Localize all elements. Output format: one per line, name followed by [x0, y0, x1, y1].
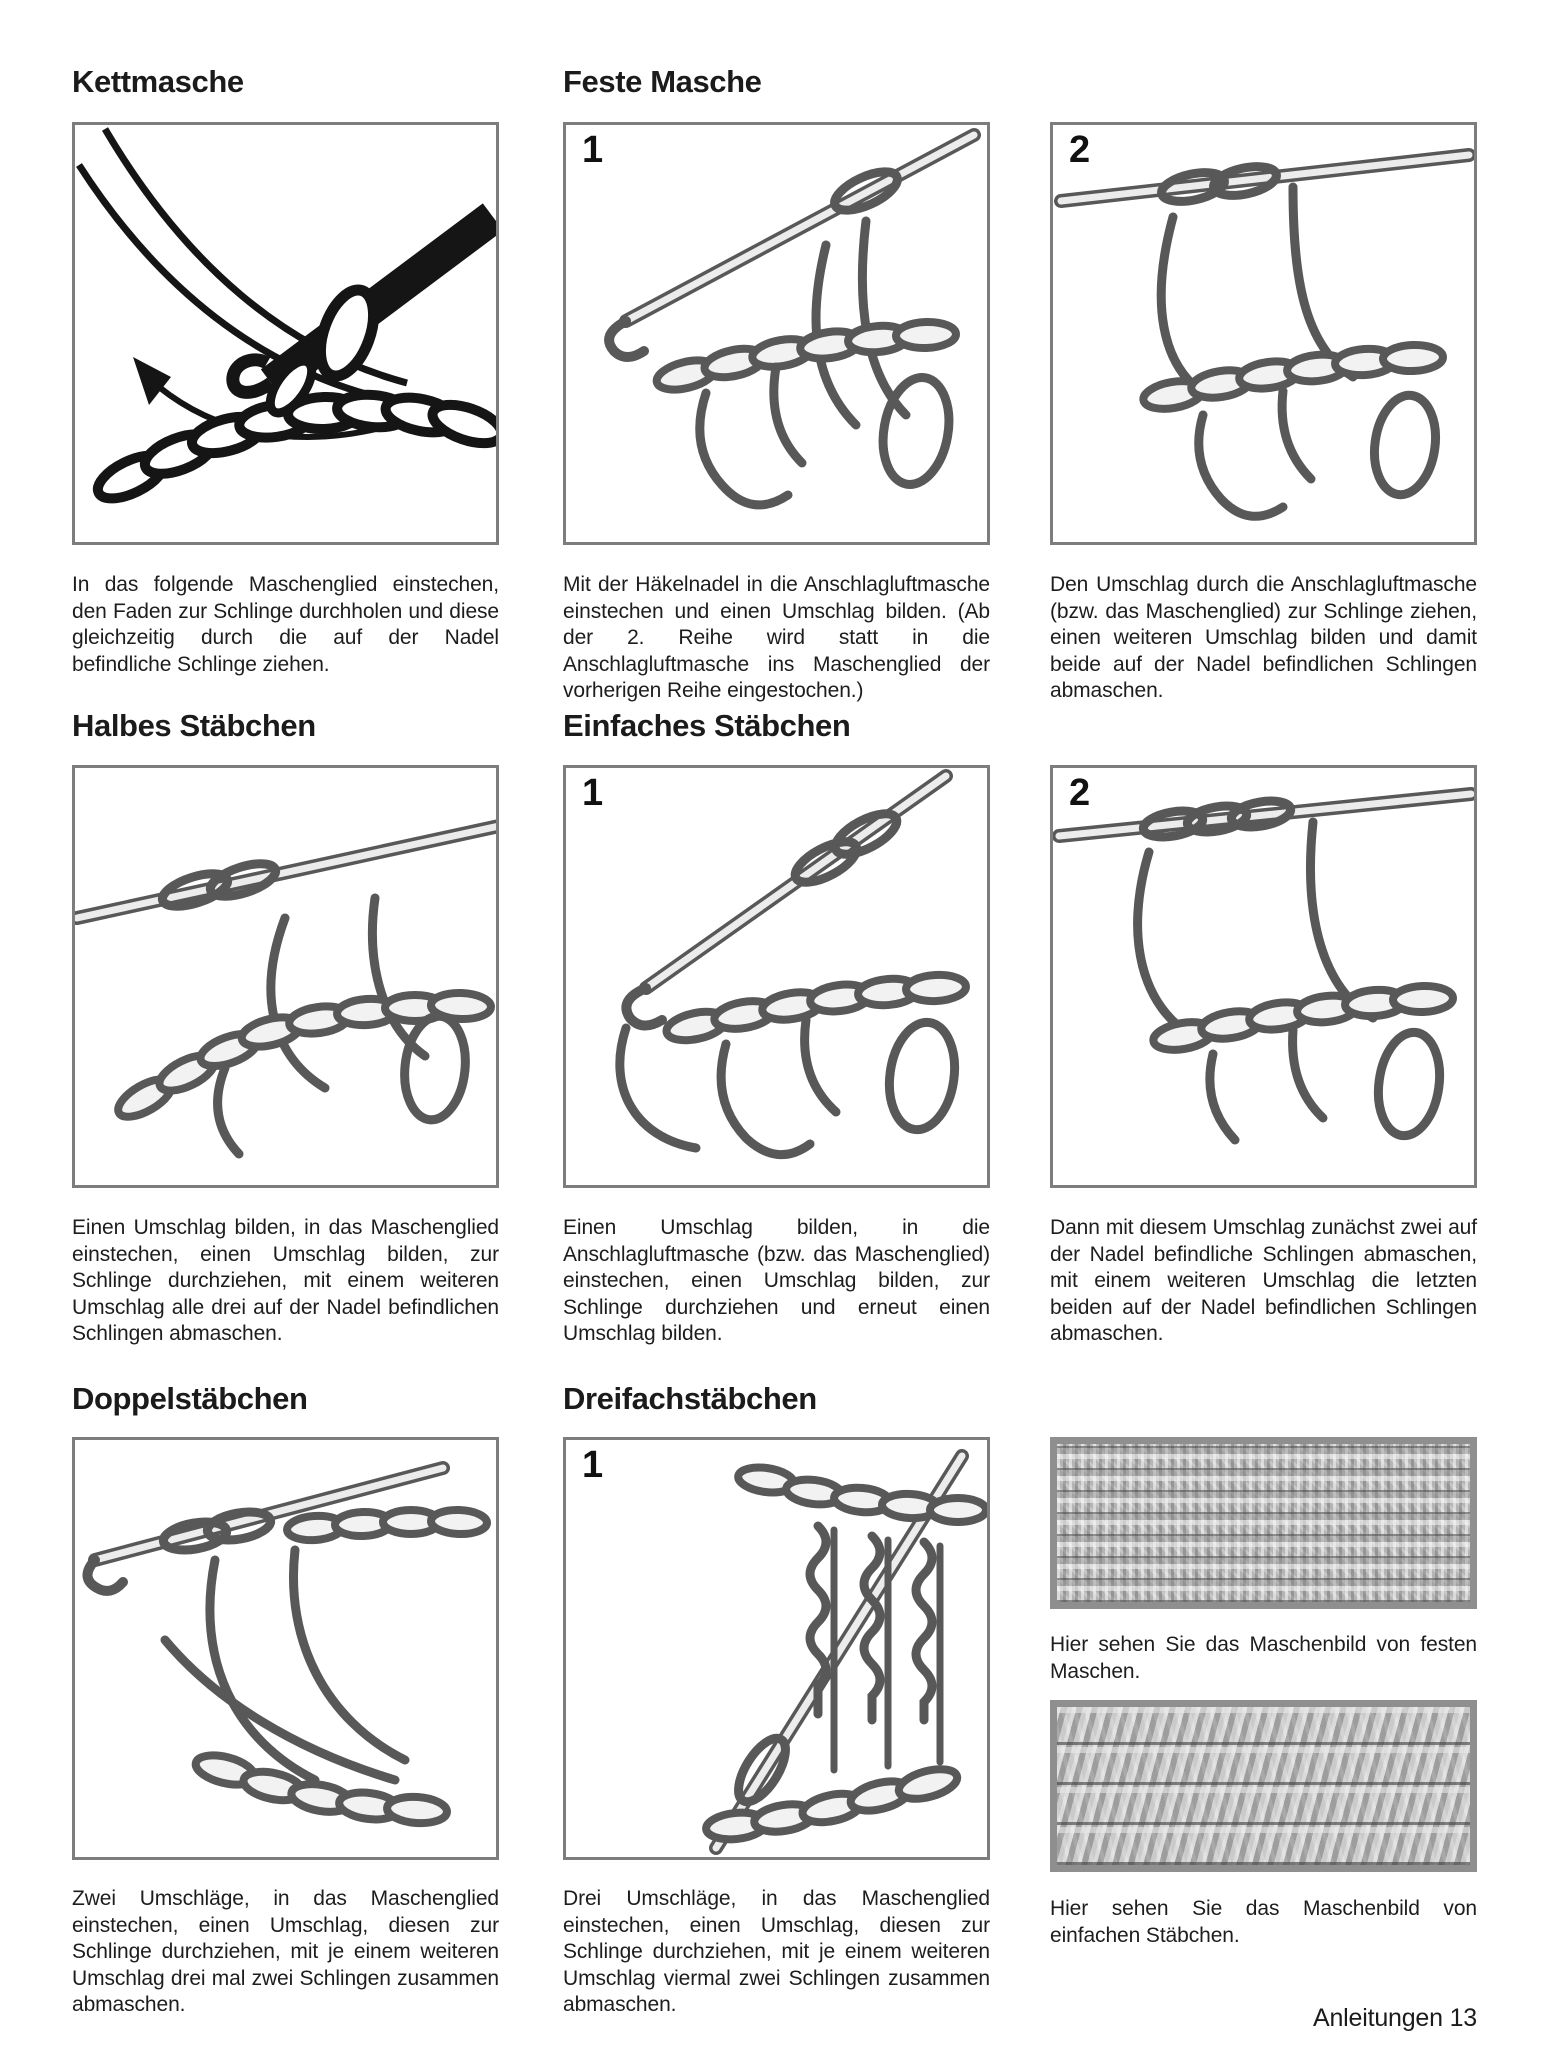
caption-halbes-staebchen: Einen Umschlag bilden, in das Maschenglied einstechen, einen Umschlag bilden, zur Schlinge durchziehen, mit einem weiteren Umschlag alle drei auf der Nadel befindlichen Schlingen abmaschen.: [72, 1216, 499, 1345]
step-number: 2: [1069, 129, 1091, 171]
caption-einfaches-staebchen-2: Dann mit diesem Umschlag zunächst zwei auf der Nadel befindliche Schlingen abmaschen, mit einem weiteren Umschlag die letzten beiden auf der Nadel befindlichen Schlingen abmaschen.: [1050, 1216, 1477, 1345]
kettmasche-illustration: [75, 125, 496, 542]
einfaches-staebchen-1-illustration: [566, 768, 987, 1185]
figure-feste-masche-1: [563, 122, 990, 545]
swatch-einfache-staebchen-photo: [1050, 1700, 1477, 1872]
swatch-feste-maschen-photo: [1050, 1437, 1477, 1609]
page-footer: Anleitungen 13: [1312, 2004, 1477, 2032]
halbes-staebchen-illustration: [75, 768, 496, 1185]
heading-dreifachstaebchen: Dreifachstäbchen: [563, 1381, 817, 1416]
caption-doppelstaebchen: Zwei Umschläge, in das Maschenglied einstechen, einen Umschlag, diesen zur Schlinge durchziehen, mit je einem weiteren Umschlag drei mal zwei Schlingen zusammen abmaschen.: [72, 1887, 499, 2016]
caption-einfaches-staebchen-1: Einen Umschlag bilden, in die Anschlagluftmasche (bzw. das Maschenglied) einstechen, einen Umschlag bilden, zur Schlinge durchziehen und erneut einen Umschlag bilden.: [563, 1216, 990, 1345]
heading-halbes-staebchen: Halbes Stäbchen: [72, 708, 316, 743]
figure-einfaches-staebchen-2: [1050, 765, 1477, 1188]
caption-swatch-feste: Hier sehen Sie das Maschenbild von festen Maschen.: [1050, 1633, 1477, 1683]
figure-doppelstaebchen: [72, 1437, 499, 1860]
step-number: 2: [1069, 772, 1091, 814]
caption-swatch-staebchen: Hier sehen Sie das Maschenbild von einfachen Stäbchen.: [1050, 1897, 1477, 1947]
heading-kettmasche: Kettmasche: [72, 64, 244, 99]
doppelstaebchen-illustration: [75, 1440, 496, 1857]
figure-dreifachstaebchen-1: [563, 1437, 990, 1860]
step-number: 1: [582, 1444, 604, 1486]
caption-feste-masche-1: Mit der Häkelnadel in die Anschlagluftmasche einstechen und einen Umschlag bilden. (Ab der 2. Reihe wird statt in die Anschlagluftmasche ins Maschenglied der vorherigen Reihe eingestochen.): [563, 573, 990, 702]
figure-kettmasche: [72, 122, 499, 545]
caption-dreifachstaebchen: Drei Umschläge, in das Maschenglied einstechen, einen Umschlag, diesen zur Schlinge durchziehen, mit je einem weiteren Umschlag viermal zwei Schlingen zusammen abmaschen.: [563, 1887, 990, 2016]
heading-einfaches-staebchen: Einfaches Stäbchen: [563, 708, 851, 743]
heading-doppelstaebchen: Doppelstäbchen: [72, 1381, 308, 1416]
step-number: 1: [582, 129, 604, 171]
caption-kettmasche: In das folgende Maschenglied einstechen, den Faden zur Schlinge durchholen und diese gleichzeitig durch die auf der Nadel befindliche Schlinge ziehen.: [72, 573, 499, 676]
figure-einfaches-staebchen-1: [563, 765, 990, 1188]
figure-halbes-staebchen: [72, 765, 499, 1188]
caption-feste-masche-2: Den Umschlag durch die Anschlagluftmasche (bzw. das Maschenglied) zur Schlinge ziehen, einen weiteren Umschlag bilden und damit beide auf der Nadel befindlichen Schlingen abmaschen.: [1050, 573, 1477, 702]
heading-feste-masche: Feste Masche: [563, 64, 762, 99]
einfaches-staebchen-2-illustration: [1053, 768, 1474, 1185]
feste-masche-2-illustration: [1053, 125, 1474, 542]
feste-masche-1-illustration: [566, 125, 987, 542]
figure-feste-masche-2: [1050, 122, 1477, 545]
dreifachstaebchen-illustration: [566, 1440, 987, 1857]
step-number: 1: [582, 772, 604, 814]
